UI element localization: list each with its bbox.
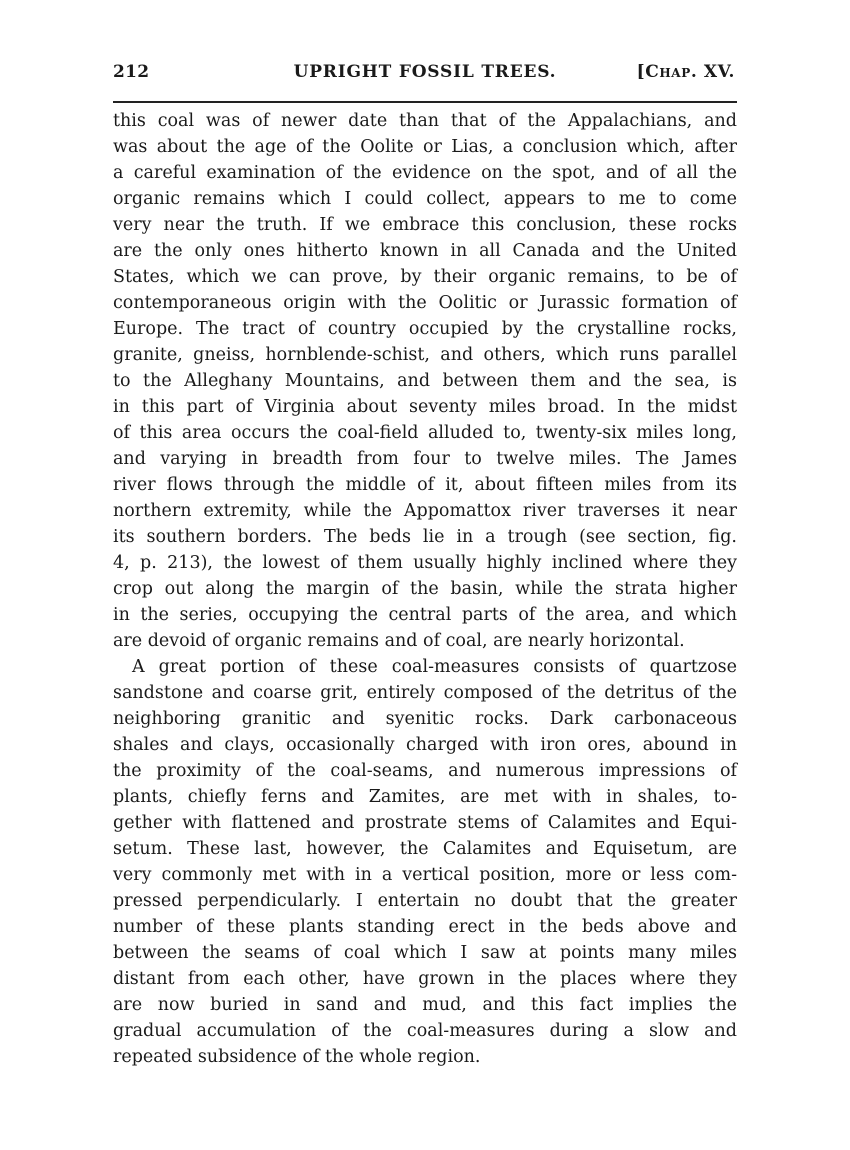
text-line: plants, chiefly ferns and Zamites, are met with in shales, to-	[113, 787, 737, 807]
text-line: was about the age of the Oolite or Lias, a conclusion which, after	[113, 137, 737, 157]
body-text	[113, 108, 737, 1070]
header-rule	[113, 101, 737, 103]
text-line: are now buried in sand and mud, and this fact implies the	[113, 995, 737, 1015]
text-line: are the only ones hitherto known in all Canada and the United	[113, 241, 737, 261]
text-line: river flows through the middle of it, about fifteen miles from its	[113, 475, 737, 495]
text-line: crop out along the margin of the basin, while the strata higher	[113, 579, 737, 599]
text-line: very near the truth. If we embrace this conclusion, these rocks	[113, 215, 737, 235]
text-line: this coal was of newer date than that of the Appalachians, and	[113, 111, 737, 131]
text-line: and varying in breadth from four to twelve miles. The James	[113, 449, 737, 469]
text-line: gradual accumulation of the coal-measures during a slow and	[113, 1021, 737, 1041]
text-line: in this part of Virginia about seventy miles broad. In the midst	[113, 397, 737, 417]
text-line: between the seams of coal which I saw at points many miles	[113, 943, 737, 963]
text-line: of this area occurs the coal-field alluded to, twenty-six miles long,	[113, 423, 737, 443]
text-line: the proximity of the coal-seams, and numerous impressions of	[113, 761, 737, 781]
page-header	[113, 62, 737, 92]
text-line: very commonly met with in a vertical position, more or less com-	[113, 865, 737, 885]
text-line: its southern borders. The beds lie in a trough (see section, fig.	[113, 527, 737, 547]
text-line: A great portion of these coal-measures consists of quartzose	[132, 657, 737, 677]
page-number: 212	[113, 62, 150, 82]
text-line: to the Alleghany Mountains, and between them and the sea, is	[113, 371, 737, 391]
text-line: States, which we can prove, by their organic remains, to be of	[113, 267, 737, 287]
text-line: gether with flattened and prostrate stems of Calamites and Equi-	[113, 813, 737, 833]
text-line: northern extremity, while the Appomattox river traverses it near	[113, 501, 737, 521]
text-line: distant from each other, have grown in the places where they	[113, 969, 737, 989]
text-line: pressed perpendicularly. I entertain no doubt that the greater	[113, 891, 737, 911]
text-line: in the series, occupying the central parts of the area, and which	[113, 605, 737, 625]
text-line: sandstone and coarse grit, entirely composed of the detritus of the	[113, 683, 737, 703]
text-line: a careful examination of the evidence on the spot, and of all the	[113, 163, 737, 183]
running-title: UPRIGHT FOSSIL TREES.	[293, 62, 557, 82]
text-line: organic remains which I could collect, appears to me to come	[113, 189, 737, 209]
text-line: shales and clays, occasionally charged with iron ores, abound in	[113, 735, 737, 755]
text-line: 4, p. 213), the lowest of them usually highly inclined where they	[113, 553, 737, 573]
text-line: granite, gneiss, hornblende-schist, and others, which runs parallel	[113, 345, 737, 365]
text-line: are devoid of organic remains and of coal, are nearly horizontal.	[113, 631, 685, 651]
text-line: number of these plants standing erect in the beds above and	[113, 917, 737, 937]
text-line: Europe. The tract of country occupied by the crystalline rocks,	[113, 319, 737, 339]
chapter-reference: [Chap. XV.	[636, 62, 735, 82]
text-line: contemporaneous origin with the Oolitic or Jurassic formation of	[113, 293, 737, 313]
text-line: repeated subsidence of the whole region.	[113, 1047, 481, 1067]
text-line: neighboring granitic and syenitic rocks. Dark carbonaceous	[113, 709, 737, 729]
text-line: setum. These last, however, the Calamites and Equisetum, are	[113, 839, 737, 859]
